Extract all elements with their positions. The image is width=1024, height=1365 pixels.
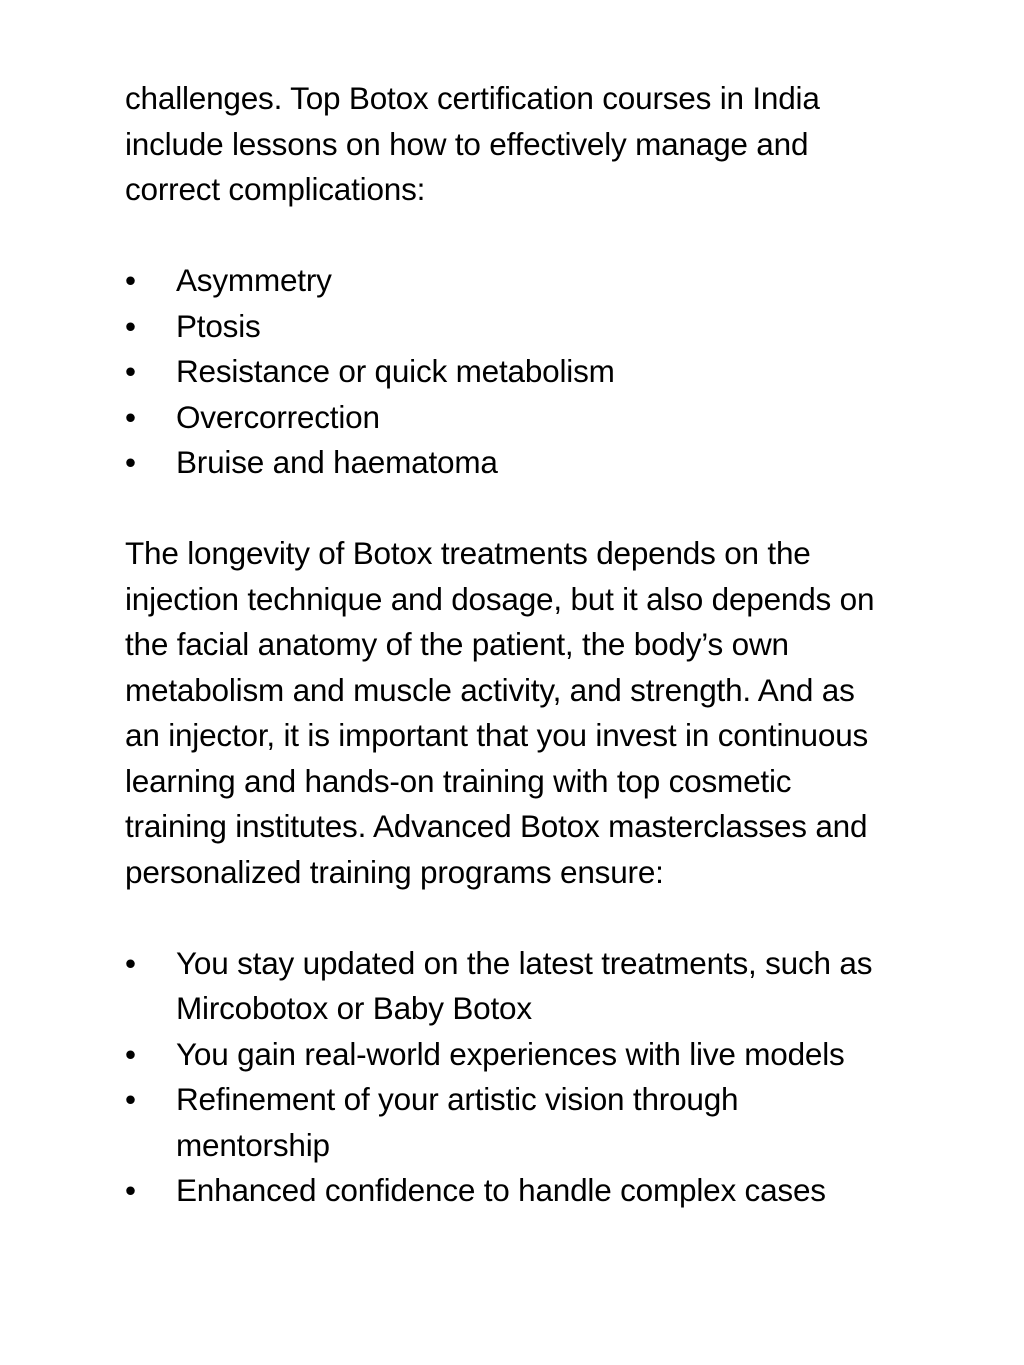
bullet-icon: • (125, 398, 136, 435)
paragraph-gap (125, 486, 885, 532)
bullet-icon: • (125, 1081, 136, 1117)
list-item (125, 395, 885, 441)
list-item-text: Enhanced confidence to handle complex cases (176, 1172, 826, 1208)
list-item-text: Resistance or quick metabolism (176, 353, 615, 389)
paragraph-gap (125, 213, 885, 259)
list-item-text: You stay updated on the latest treatments, such as Mircobotox or Baby Botox (176, 944, 873, 1026)
longevity-paragraph: The longevity of Botox treatments depends on the injection technique and dosage, but it also depends on the facial anatomy of the patient, the body’s own metabolism and muscle activity, and strength. And as an injector, it is important that you invest in continuous learning and hands-on training with top cosmetic training institutes. Advanced Botox masterclasses and personalized training programs ensure: (125, 535, 875, 890)
list-item (125, 440, 885, 486)
list-item-text: Bruise and haematoma (176, 444, 498, 480)
bullet-icon: • (125, 1035, 136, 1072)
benefits-list (125, 941, 885, 1214)
document-page (125, 76, 885, 1214)
complications-list (125, 258, 885, 486)
list-item (125, 1032, 885, 1078)
list-item-text: Ptosis (176, 307, 261, 344)
paragraph-gap (125, 895, 885, 941)
list-item-text: Overcorrection (176, 398, 380, 435)
bullet-icon: • (125, 1172, 136, 1208)
list-item (125, 258, 885, 304)
list-item (125, 1077, 885, 1168)
bullet-icon: • (125, 444, 136, 480)
list-item-text: Asymmetry (176, 262, 332, 298)
list-item (125, 349, 885, 395)
bullet-icon: • (125, 262, 136, 298)
bullet-icon: • (125, 944, 136, 981)
intro-paragraph: challenges. Top Botox certification courses in India include lessons on how to effectively manage and correct complications: (125, 80, 820, 207)
list-item-text: Refinement of your artistic vision through mentorship (176, 1081, 739, 1163)
list-item (125, 304, 885, 350)
list-item-text: You gain real-world experiences with live models (176, 1035, 845, 1072)
bullet-icon: • (125, 353, 136, 389)
list-item (125, 941, 885, 1032)
bullet-icon: • (125, 307, 136, 344)
list-item (125, 1168, 885, 1214)
